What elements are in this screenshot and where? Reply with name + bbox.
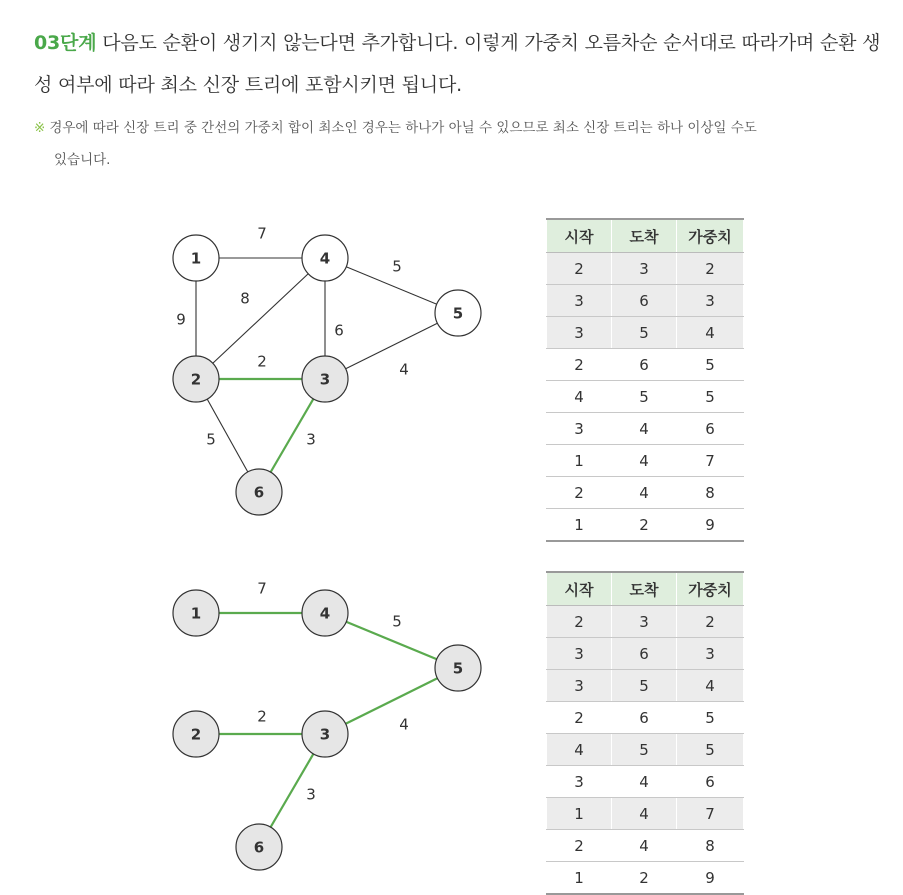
table-cell: 5 xyxy=(612,381,677,413)
table-cell: 5 xyxy=(677,381,744,413)
graph-diagram-1 xyxy=(150,210,510,530)
table-header-cell: 가중치 xyxy=(677,572,744,606)
table-row xyxy=(547,702,744,734)
edge-weight-label: 5 xyxy=(392,257,402,276)
edge-weight-label: 2 xyxy=(257,707,267,726)
table-cell: 4 xyxy=(612,830,677,862)
table-cell: 6 xyxy=(612,638,677,670)
weight-table-2 xyxy=(546,571,744,895)
table-cell: 3 xyxy=(612,253,677,285)
table-cell: 1 xyxy=(547,862,612,895)
edge-weight-label: 9 xyxy=(176,310,186,329)
table-cell: 3 xyxy=(547,317,612,349)
table-row xyxy=(547,509,744,542)
edge-weight-label: 5 xyxy=(392,612,402,631)
table-row xyxy=(547,830,744,862)
table-cell: 4 xyxy=(677,317,744,349)
node-label: 6 xyxy=(253,838,265,857)
table-cell: 5 xyxy=(612,317,677,349)
table-cell: 5 xyxy=(612,734,677,766)
step-description xyxy=(34,22,894,106)
table-cell: 4 xyxy=(612,766,677,798)
table-cell: 4 xyxy=(612,445,677,477)
table-cell: 4 xyxy=(612,413,677,445)
table-cell: 1 xyxy=(547,798,612,830)
edge-weight-label: 4 xyxy=(399,715,409,734)
table-row xyxy=(547,606,744,638)
table-cell: 2 xyxy=(547,606,612,638)
table-row xyxy=(547,413,744,445)
note-line-1: 경우에 따라 신장 트리 중 간선의 가중치 합이 최소인 경우는 하나가 아닐 수 있으므로 최소 신장 트리는 하나 이상일 수도 xyxy=(49,120,757,136)
table-cell: 1 xyxy=(547,445,612,477)
table-cell: 9 xyxy=(677,509,744,542)
table-row xyxy=(547,766,744,798)
table-cell: 3 xyxy=(612,606,677,638)
table-row xyxy=(547,734,744,766)
note-line-2: 있습니다. xyxy=(54,152,111,168)
table-cell: 6 xyxy=(677,766,744,798)
edge-weight-label: 3 xyxy=(306,430,316,449)
table-header-cell: 시작 xyxy=(547,219,612,253)
table-cell: 2 xyxy=(677,606,744,638)
table-header-row xyxy=(547,219,744,253)
table-header-cell: 가중치 xyxy=(677,219,744,253)
edge-weight-label: 8 xyxy=(240,289,250,308)
table-cell: 8 xyxy=(677,830,744,862)
node-label: 3 xyxy=(319,725,331,744)
table-header-cell: 도착 xyxy=(612,219,677,253)
table-cell: 8 xyxy=(677,477,744,509)
edge-weight-label: 2 xyxy=(257,352,267,371)
table-row xyxy=(547,349,744,381)
table-header-cell: 도착 xyxy=(612,572,677,606)
table-row xyxy=(547,253,744,285)
node-label: 2 xyxy=(190,370,202,389)
table-header-cell: 시작 xyxy=(547,572,612,606)
table-cell: 7 xyxy=(677,445,744,477)
table-cell: 2 xyxy=(547,477,612,509)
table-cell: 6 xyxy=(677,413,744,445)
table-cell: 6 xyxy=(612,349,677,381)
table-row xyxy=(547,285,744,317)
table-cell: 4 xyxy=(612,477,677,509)
node-label: 4 xyxy=(319,249,331,268)
table-row xyxy=(547,670,744,702)
table-cell: 2 xyxy=(547,253,612,285)
table-cell: 3 xyxy=(677,638,744,670)
node-label: 1 xyxy=(190,249,202,268)
table-row xyxy=(547,798,744,830)
table-cell: 3 xyxy=(547,766,612,798)
edge-weight-label: 4 xyxy=(399,360,409,379)
edge-weight-label: 7 xyxy=(257,224,267,243)
table-cell: 4 xyxy=(547,381,612,413)
edge-weight-label: 7 xyxy=(257,579,267,598)
table-header-row xyxy=(547,572,744,606)
node-label: 3 xyxy=(319,370,331,389)
table-cell: 3 xyxy=(547,670,612,702)
table-cell: 5 xyxy=(677,349,744,381)
node-label: 6 xyxy=(253,483,265,502)
table-cell: 1 xyxy=(547,509,612,542)
table-cell: 2 xyxy=(677,253,744,285)
node-label: 2 xyxy=(190,725,202,744)
table-row xyxy=(547,477,744,509)
node-label: 1 xyxy=(190,604,202,623)
table-cell: 2 xyxy=(547,349,612,381)
table-cell: 4 xyxy=(612,798,677,830)
table-row xyxy=(547,638,744,670)
table-row xyxy=(547,862,744,895)
node-label: 5 xyxy=(452,659,464,678)
step-label: 03단계 xyxy=(34,32,97,54)
table-cell: 6 xyxy=(612,702,677,734)
node-label: 5 xyxy=(452,304,464,323)
table-cell: 3 xyxy=(677,285,744,317)
table-row xyxy=(547,317,744,349)
weight-table-1 xyxy=(546,218,744,542)
step-text: 다음도 순환이 생기지 않는다면 추가합니다. 이렇게 가중치 오름차순 순서대로 따라가며 순환 생성 여부에 따라 최소 신장 트리에 포함시키면 됩니다. xyxy=(34,32,881,96)
edge-weight-label: 3 xyxy=(306,785,316,804)
note xyxy=(34,112,884,176)
table-cell: 5 xyxy=(612,670,677,702)
node-label: 4 xyxy=(319,604,331,623)
table-cell: 9 xyxy=(677,862,744,895)
table-cell: 2 xyxy=(547,702,612,734)
graph-diagram-2 xyxy=(150,565,510,885)
table-cell: 2 xyxy=(612,509,677,542)
table-cell: 3 xyxy=(547,285,612,317)
table-cell: 4 xyxy=(547,734,612,766)
table-cell: 2 xyxy=(612,862,677,895)
table-cell: 6 xyxy=(612,285,677,317)
table-row xyxy=(547,445,744,477)
table-cell: 2 xyxy=(547,830,612,862)
reference-mark-icon: ※ xyxy=(34,120,46,136)
table-row xyxy=(547,381,744,413)
edge-weight-label: 5 xyxy=(206,430,216,449)
edge-weight-label: 6 xyxy=(334,321,344,340)
table-cell: 5 xyxy=(677,734,744,766)
table-cell: 5 xyxy=(677,702,744,734)
table-cell: 3 xyxy=(547,638,612,670)
table-cell: 7 xyxy=(677,798,744,830)
table-cell: 4 xyxy=(677,670,744,702)
table-cell: 3 xyxy=(547,413,612,445)
